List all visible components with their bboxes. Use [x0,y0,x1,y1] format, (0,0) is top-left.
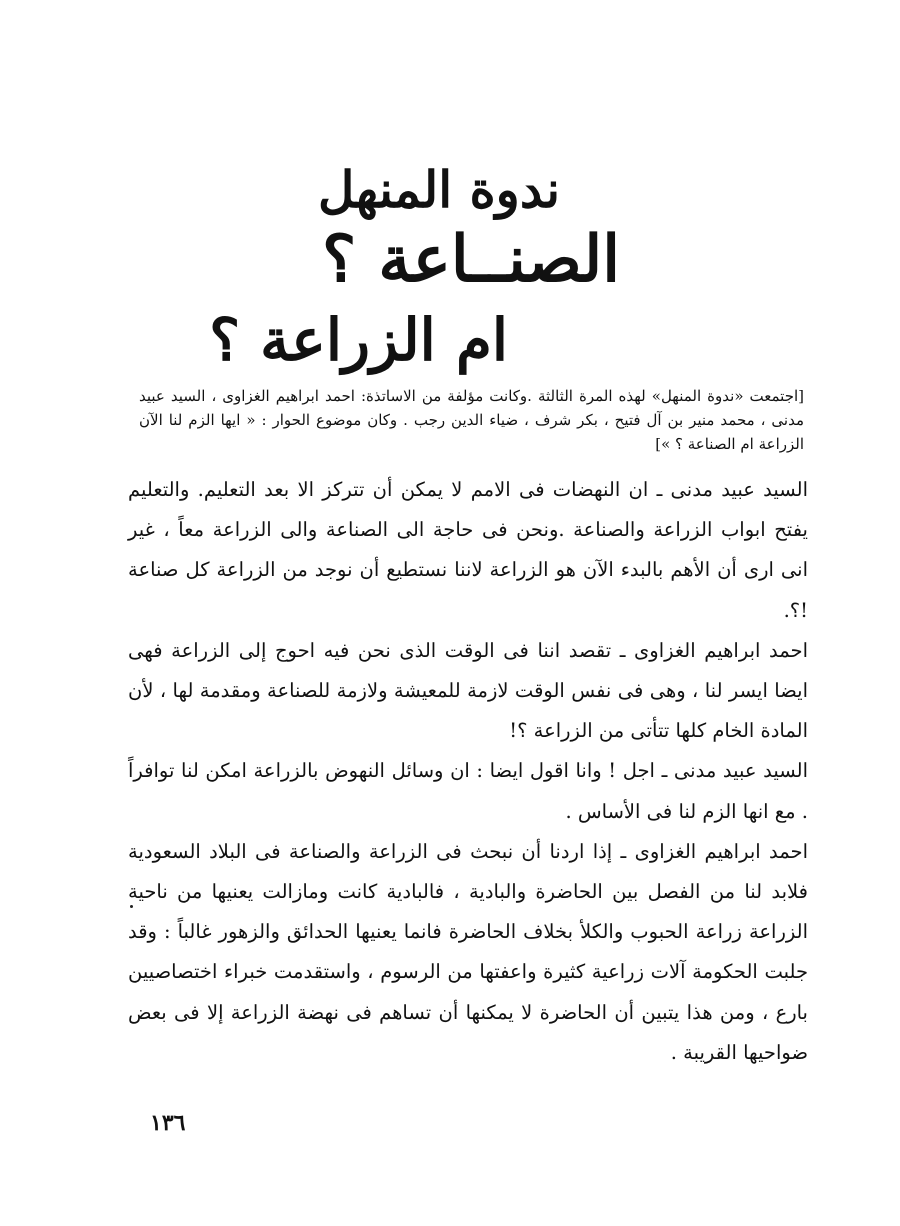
speaker-name: احمد ابراهيم الغزاوى ـ [619,638,808,662]
paragraph-text: اجل ! وانا اقول ايضا : ان وسائل النهوض بالزراعة امكن لنا توافراً . مع انها الزم لنا فى الأساس . [128,759,808,823]
paragraph-text: إذا اردنا أن نبحث فى الزراعة والصناعة فى البلاد السعودية فلابد لنا من الفصل بين الحاضرة والبادية ، فالبادية كانت ومازالت يعنيها من ناحية الزراعة زراعة الحبوب والكلأ بخلاف الحاضرة فانما يعنيها الحدائق والزهور غالباً : وقد جلبت الحكومة آلات زراعية كثيرة واعفتها من الرسوم ، واستقدمت خبراء اختصاصيين بارع ، ومن هذا يتبين أن الحاضرة لا يمكنها أن تساهم فى نهضة الزراعة إلا فى بعض ضواحيها القريبة . [128,839,808,1064]
body-text [128,470,808,1073]
margin-dot [130,905,133,908]
speaker-name: احمد ابراهيم الغزاوى ـ [620,839,808,863]
main-title: الصنــاعة ؟ [322,222,620,297]
paragraph-1 [128,470,808,631]
title-block [0,0,900,380]
speaker-name: السيد عبيد مدنى ـ [656,478,808,501]
paragraph-2 [128,631,808,752]
series-title: ندوة المنهل [318,160,560,219]
intro-paragraph: [اجتمعت «ندوة المنهل» لهذه المرة الثالثة .وكانت مؤلفة من الاساتذة: احمد ابراهيم الغزاوى ، السيد عبيد مدنى ، محمد منير بن آل فتيح ، بكر شرف ، ضياء الدين رجب . وكان موضوع الحوار : « ايها الزم لنا الآن الزراعة ام الصناعة ؟ »] [139,387,804,453]
paragraph-3 [128,751,808,831]
page-number: ١٣٦ [150,1110,186,1136]
paragraph-4 [128,832,808,1073]
sub-title: ام الزراعة ؟ [209,306,508,374]
paragraph-text: ان النهضات فى الامم لا يمكن أن تتركز الا بعد التعليم. والتعليم يفتح ابواب الزراعة والصناعة .ونحن فى حاجة الى الصناعة والى الزراعة معاً ، غير انى ارى أن الأهم بالبدء الآن هو الزراعة لاننا نستطيع أن نوجد من الزراعة كل صناعة !؟. [128,478,808,622]
paragraph-text: تقصد اننا فى الوقت الذى نحن فيه احوج إلى الزراعة فهى ايضا ايسر لنا ، وهى فى نفس الوقت لازمة للمعيشة ولازمة للصناعة ومقدمة لها ، لأن المادة الخام كلها تتأتى من الزراعة ؟! [128,638,808,743]
speaker-name: السيد عبيد مدنى ـ [661,759,809,783]
